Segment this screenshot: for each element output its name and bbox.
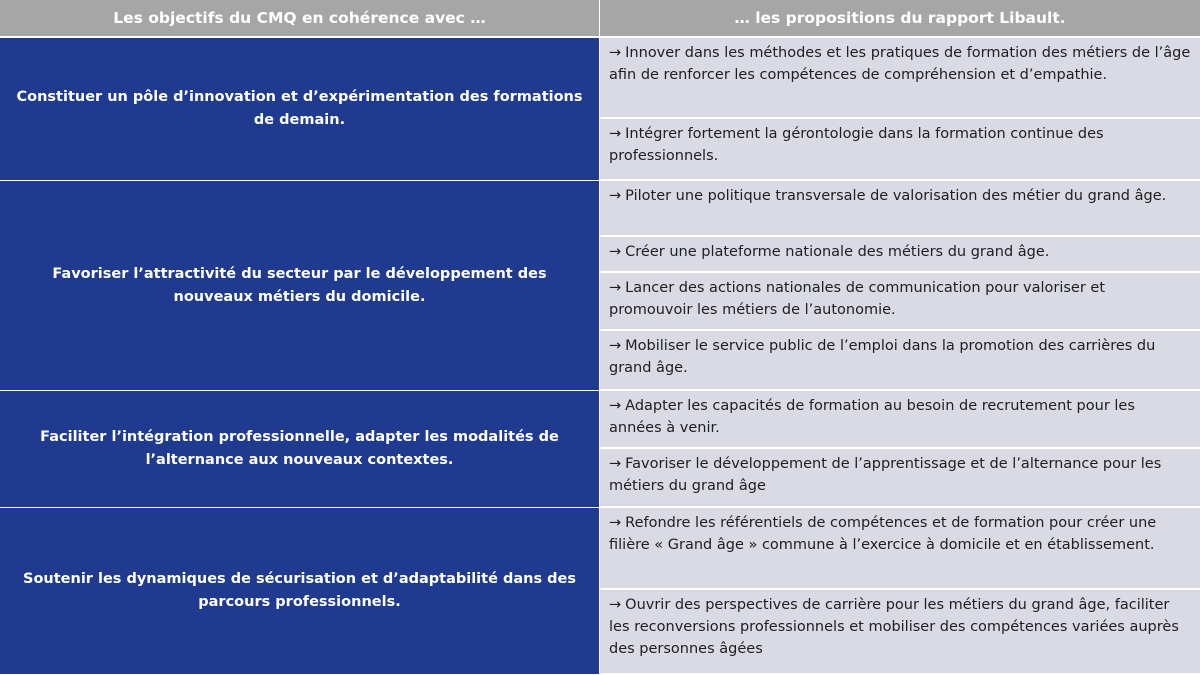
proposals-cell <box>600 38 1200 181</box>
proposal-item <box>600 391 1200 449</box>
arrow-icon: → <box>609 597 622 613</box>
proposal-text: Favoriser le développement de l’apprentissage et de l’alternance pour les métiers du grand âge <box>609 456 1162 494</box>
arrow-icon: → <box>609 338 622 354</box>
proposal-text: Mobiliser le service public de l’emploi dans la promotion des carrières du grand âge. <box>609 338 1156 376</box>
proposal-item <box>600 331 1200 391</box>
arrow-icon: → <box>609 456 622 472</box>
proposal-text: Adapter les capacités de formation au besoin de recrutement pour les années à venir. <box>609 398 1135 436</box>
proposal-item <box>600 449 1200 508</box>
proposal-text: Intégrer fortement la gérontologie dans la formation continue des professionnels. <box>609 126 1104 164</box>
proposal-text: Créer une plateforme nationale des métiers du grand âge. <box>625 244 1050 260</box>
arrow-icon: → <box>609 188 622 204</box>
proposal-item <box>600 273 1200 331</box>
proposal-item <box>600 38 1200 119</box>
arrow-icon: → <box>609 398 622 414</box>
proposal-text: Ouvrir des perspectives de carrière pour les métiers du grand âge, faciliter les reconversions professionnels et mobiliser des compétences variées auprès des personnes âgées <box>609 597 1179 657</box>
arrow-icon: → <box>609 45 622 61</box>
proposal-item <box>600 508 1200 590</box>
proposals-cell <box>600 508 1200 675</box>
objective-cell: Constituer un pôle d’innovation et d’expérimentation des formations de demain. <box>0 38 600 181</box>
arrow-icon: → <box>609 126 622 142</box>
objective-cell: Favoriser l’attractivité du secteur par le développement des nouveaux métiers du domicile. <box>0 181 600 391</box>
proposal-text: Refondre les référentiels de compétences et de formation pour créer une filière « Grand âge » commune à l’exercice à domicile et en établissement. <box>609 515 1157 553</box>
header-proposals: … les propositions du rapport Libault. <box>600 0 1200 38</box>
proposal-text: Lancer des actions nationales de communication pour valoriser et promouvoir les métiers de l’autonomie. <box>609 280 1106 318</box>
proposals-cell <box>600 391 1200 508</box>
header-objectives: Les objectifs du CMQ en cohérence avec … <box>0 0 600 38</box>
proposal-item <box>600 119 1200 181</box>
proposal-item <box>600 181 1200 237</box>
objective-cell: Soutenir les dynamiques de sécurisation et d’adaptabilité dans des parcours professionnels. <box>0 508 600 675</box>
proposal-text: Innover dans les méthodes et les pratiques de formation des métiers de l’âge afin de renforcer les compétences de compréhension et d’empathie. <box>609 45 1191 83</box>
proposal-item <box>600 237 1200 273</box>
arrow-icon: → <box>609 515 622 531</box>
proposal-item <box>600 590 1200 675</box>
objective-cell: Faciliter l’intégration professionnelle, adapter les modalités de l’alternance aux nouveaux contextes. <box>0 391 600 508</box>
proposal-text: Piloter une politique transversale de valorisation des métier du grand âge. <box>625 188 1167 204</box>
arrow-icon: → <box>609 280 622 296</box>
arrow-icon: → <box>609 244 622 260</box>
proposals-cell <box>600 181 1200 391</box>
